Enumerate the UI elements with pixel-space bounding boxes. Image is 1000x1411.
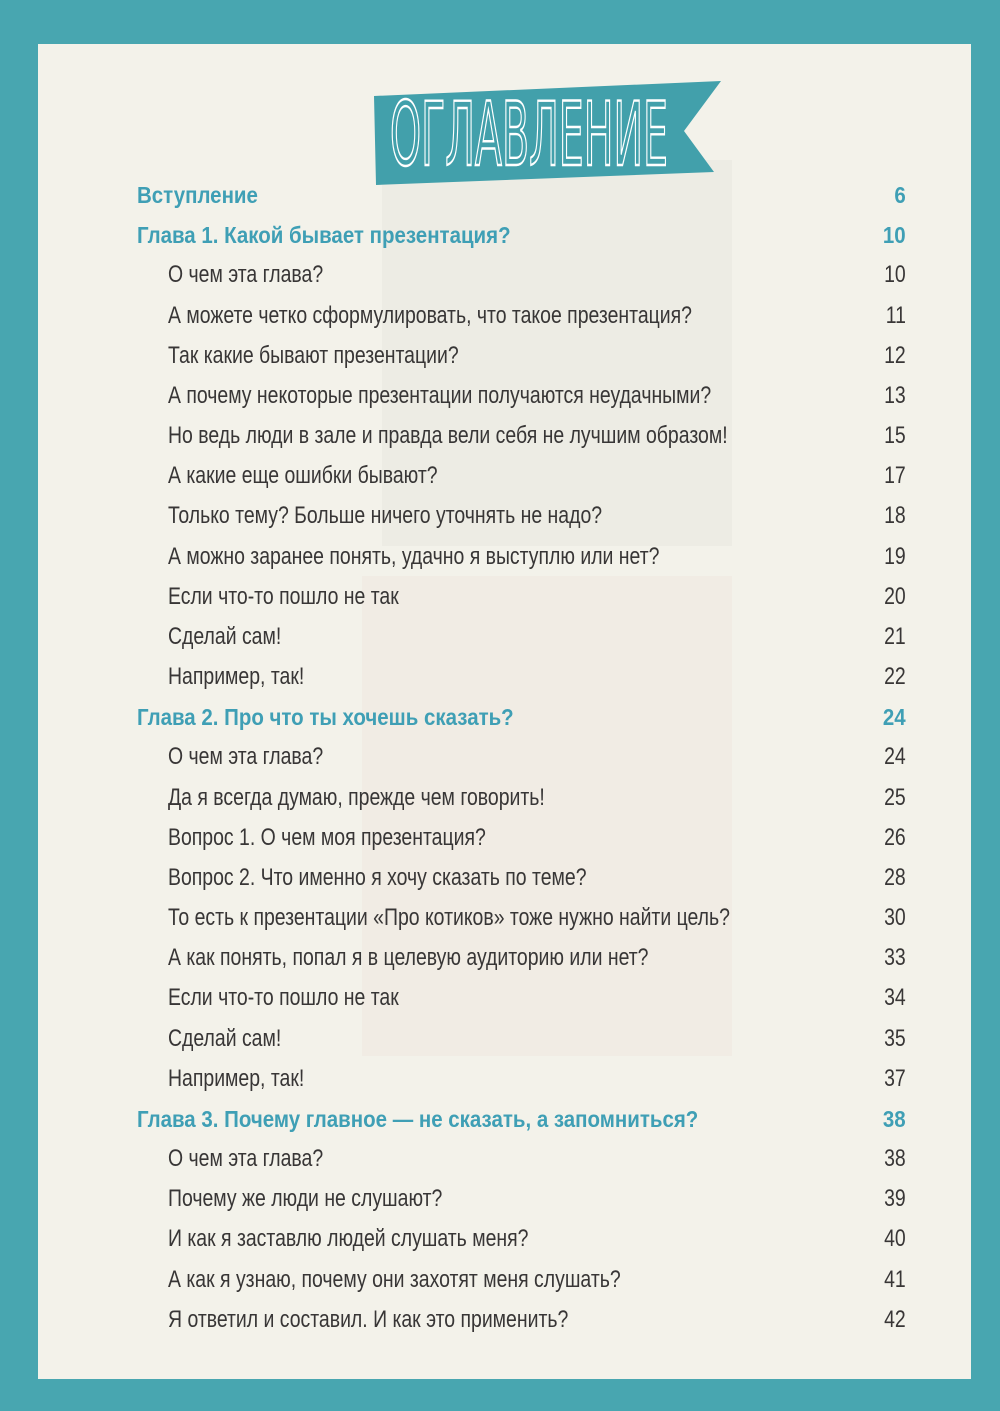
page-number: 10 — [884, 261, 906, 289]
page-number: 41 — [884, 1265, 906, 1293]
page-number: 11 — [885, 301, 906, 329]
page-number: 22 — [884, 663, 906, 691]
entry-title: Только тему? Больше ничего уточнять не надо? — [168, 502, 603, 530]
toc-entry — [137, 938, 906, 978]
page-number: 13 — [884, 381, 906, 409]
toc-entry — [137, 496, 906, 536]
toc-chapter-heading — [137, 697, 906, 737]
entry-title: Например, так! — [168, 1064, 305, 1092]
entry-title: То есть к презентации «Про котиков» тоже нужно найти цель? — [168, 904, 730, 932]
entry-title: Сделай сам! — [168, 1024, 282, 1052]
entry-title: А почему некоторые презентации получаются неудачными? — [168, 381, 712, 409]
page-number: 26 — [884, 823, 906, 851]
chapter-title: Глава 1. Какой бывает презентация? — [137, 222, 511, 249]
toc-intro — [137, 175, 906, 215]
page-number: 24 — [883, 704, 906, 731]
entry-title: И как я заставлю людей слушать меня? — [168, 1225, 529, 1253]
entry-title: Например, так! — [168, 663, 305, 691]
entry-title: Вопрос 2. Что именно я хочу сказать по теме? — [168, 863, 587, 891]
page-number: 38 — [883, 1105, 906, 1132]
toc-entry — [137, 376, 906, 416]
entry-title: Так какие бывают презентации? — [168, 341, 459, 369]
toc-entry — [137, 537, 906, 577]
entry-title: А какие еще ошибки бывают? — [168, 462, 438, 490]
toc-entry — [137, 1260, 906, 1300]
page-number: 34 — [884, 984, 906, 1012]
page-number: 10 — [883, 222, 906, 249]
toc-entry — [137, 1139, 906, 1179]
page-number: 40 — [884, 1225, 906, 1253]
page-number: 35 — [884, 1024, 906, 1052]
entry-title: А можно заранее понять, удачно я выступлю или нет? — [168, 542, 660, 570]
page-number: 18 — [884, 502, 906, 530]
page-number: 28 — [884, 863, 906, 891]
toc-entry — [137, 978, 906, 1018]
page-number: 38 — [884, 1145, 906, 1173]
page-number: 20 — [884, 582, 906, 610]
page-number: 25 — [884, 783, 906, 811]
page-number: 6 — [894, 182, 906, 208]
chapter-title: Глава 3. Почему главное — не сказать, а запомниться? — [137, 1105, 699, 1132]
table-of-contents — [137, 175, 906, 1340]
page-number: 33 — [884, 944, 906, 972]
toc-entry — [137, 737, 906, 777]
toc-entry — [137, 296, 906, 336]
entry-title: Вступление — [137, 182, 258, 208]
entry-title: Почему же люди не слушают? — [168, 1185, 443, 1213]
chapter-title: Глава 2. Про что ты хочешь сказать? — [137, 704, 514, 731]
toc-entry — [137, 778, 906, 818]
toc-entry — [137, 818, 906, 858]
toc-entry — [137, 1059, 906, 1099]
entry-title: О чем эта глава? — [168, 743, 324, 771]
toc-entry — [137, 1300, 906, 1340]
entry-title: А можете четко сформулировать, что такое презентация? — [168, 301, 692, 329]
toc-entry — [137, 1019, 906, 1059]
page-number: 24 — [884, 743, 906, 771]
toc-entry — [137, 336, 906, 376]
toc-chapter-heading — [137, 215, 906, 255]
toc-entry — [137, 577, 906, 617]
entry-title: Сделай сам! — [168, 622, 282, 650]
toc-entry — [137, 858, 906, 898]
page-number: 12 — [884, 341, 906, 369]
entry-title: Но ведь люди в зале и правда вели себя не лучшим образом! — [168, 422, 728, 450]
entry-title: О чем эта глава? — [168, 261, 324, 289]
entry-title: Если что-то пошло не так — [168, 984, 399, 1012]
toc-entry — [137, 1179, 906, 1219]
entry-title: О чем эта глава? — [168, 1145, 324, 1173]
page-number: 39 — [884, 1185, 906, 1213]
entry-title: А как понять, попал я в целевую аудиторию или нет? — [168, 944, 649, 972]
toc-entry — [137, 617, 906, 657]
page-number: 37 — [884, 1064, 906, 1092]
entry-title: Вопрос 1. О чем моя презентация? — [168, 823, 486, 851]
page-title: ОГЛАВЛЕНИЕ — [390, 83, 668, 186]
entry-title: Если что-то пошло не так — [168, 582, 399, 610]
page-number: 19 — [884, 542, 906, 570]
toc-entry — [137, 456, 906, 496]
toc-entry — [137, 416, 906, 456]
toc-entry — [137, 657, 906, 697]
page-number: 15 — [884, 422, 906, 450]
toc-entry — [137, 255, 906, 295]
entry-title: Я ответил и составил. И как это применить? — [168, 1305, 569, 1333]
entry-title: Да я всегда думаю, прежде чем говорить! — [168, 783, 545, 811]
entry-title: А как я узнаю, почему они захотят меня слушать? — [168, 1265, 621, 1293]
toc-entry — [137, 898, 906, 938]
page-number: 30 — [884, 904, 906, 932]
toc-entry — [137, 1219, 906, 1259]
page-number: 17 — [884, 462, 906, 490]
toc-chapter-heading — [137, 1099, 906, 1139]
page-number: 42 — [884, 1305, 906, 1333]
page-number: 21 — [884, 622, 906, 650]
